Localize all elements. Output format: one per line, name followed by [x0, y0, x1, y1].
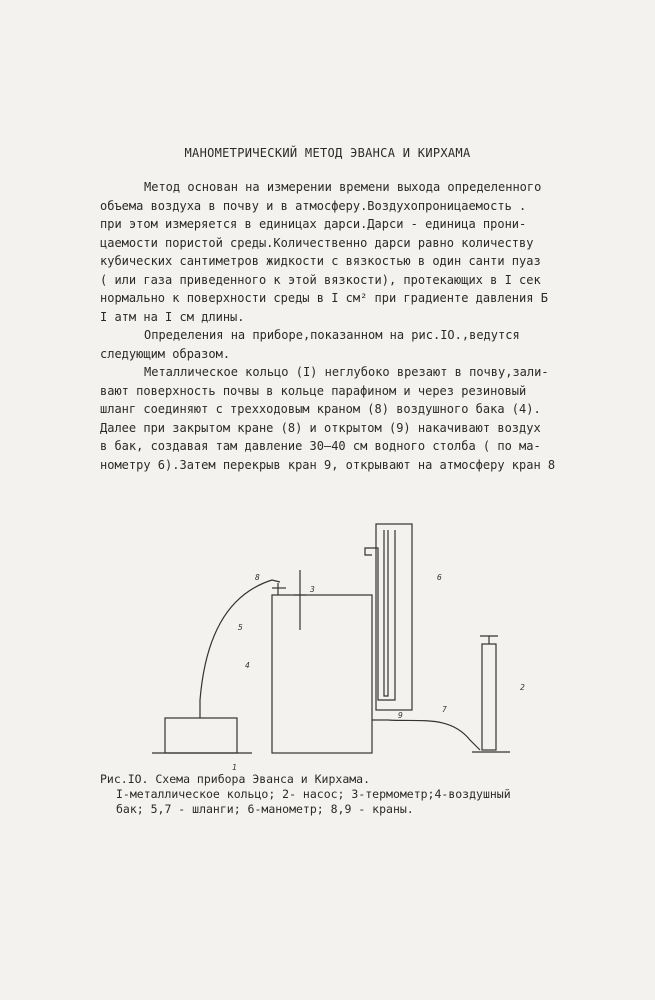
text-line: следующим образом. [100, 346, 231, 361]
text-line: кубических сантиметров жидкости с вязкостью в один санти пуаз [100, 254, 541, 268]
text-line: Далее при закрытом кране (8) и открытом (9) накачивают воздух [100, 420, 541, 435]
text-line: Металлическое кольцо (I) неглубоко врезают в почву,зали- [144, 365, 549, 379]
text-line: Метод основан на измерении времени выхода определенного [144, 180, 542, 194]
label-8: 8 [255, 573, 260, 582]
manometer-drawing [365, 530, 395, 700]
label-4: 4 [245, 661, 250, 670]
apparatus-diagram [0, 500, 655, 775]
text-line: ( или газа приведенного к этой вязкости), протекающих в I сек [100, 272, 541, 287]
caption-line: Рис.IO. Схема прибора Эванса и Кирхама. [100, 772, 371, 786]
label-2: 2 [520, 683, 525, 692]
label-6: 6 [437, 573, 442, 582]
text-line: при этом измеряется в единицах дарси.Дарси - единица прони- [100, 217, 527, 231]
caption-line: бак; 5,7 - шланги; 6-манометр; 8,9 - краны. [116, 802, 414, 816]
body-text [100, 178, 620, 474]
label-9: 9 [398, 711, 403, 720]
metal-ring-drawing [165, 718, 237, 753]
label-7: 7 [442, 705, 447, 714]
text-line: Определения на приборе,показанном на рис.IO.,ведутся [144, 328, 520, 342]
caption-line: I-металлическое кольцо; 2- насос; 3-термометр;4-воздушный [116, 787, 511, 801]
text-line: нормально к поверхности среды в I см² при градиенте давления Б [100, 291, 548, 305]
text-line: I атм на I см длины. [100, 309, 245, 324]
text-line: шланг соединяют с трехходовым краном (8) воздушного бака (4). [100, 402, 541, 416]
air-tank-drawing [272, 595, 372, 753]
label-1: 1 [232, 763, 237, 772]
text-line: нометру 6).Затем перекрыв кран 9, открывают на атмосферу кран 8 [100, 457, 556, 472]
text-line: в бак, создавая там давление 30–40 см водного столба ( по ма- [100, 439, 541, 453]
text-line: вают поверхность почвы в кольце парафином и через резиновый [100, 383, 527, 398]
figure-caption [100, 772, 620, 817]
pump-cylinder [482, 644, 496, 750]
page-title: МАНОМЕТРИЧЕСКИЙ МЕТОД ЭВАНСА И КИРХАМА [184, 146, 471, 160]
text-line: объема воздуха в почву и в атмосферу.Воздухопроницаемость . [100, 198, 527, 213]
hose-7-drawing [388, 720, 480, 750]
label-3: 3 [310, 585, 315, 594]
text-line: цаемости пористой среды.Количественно дарси равно количеству [100, 235, 534, 250]
hose-5-drawing [200, 580, 280, 718]
label-5: 5 [238, 623, 243, 632]
manometer-board [376, 524, 412, 710]
